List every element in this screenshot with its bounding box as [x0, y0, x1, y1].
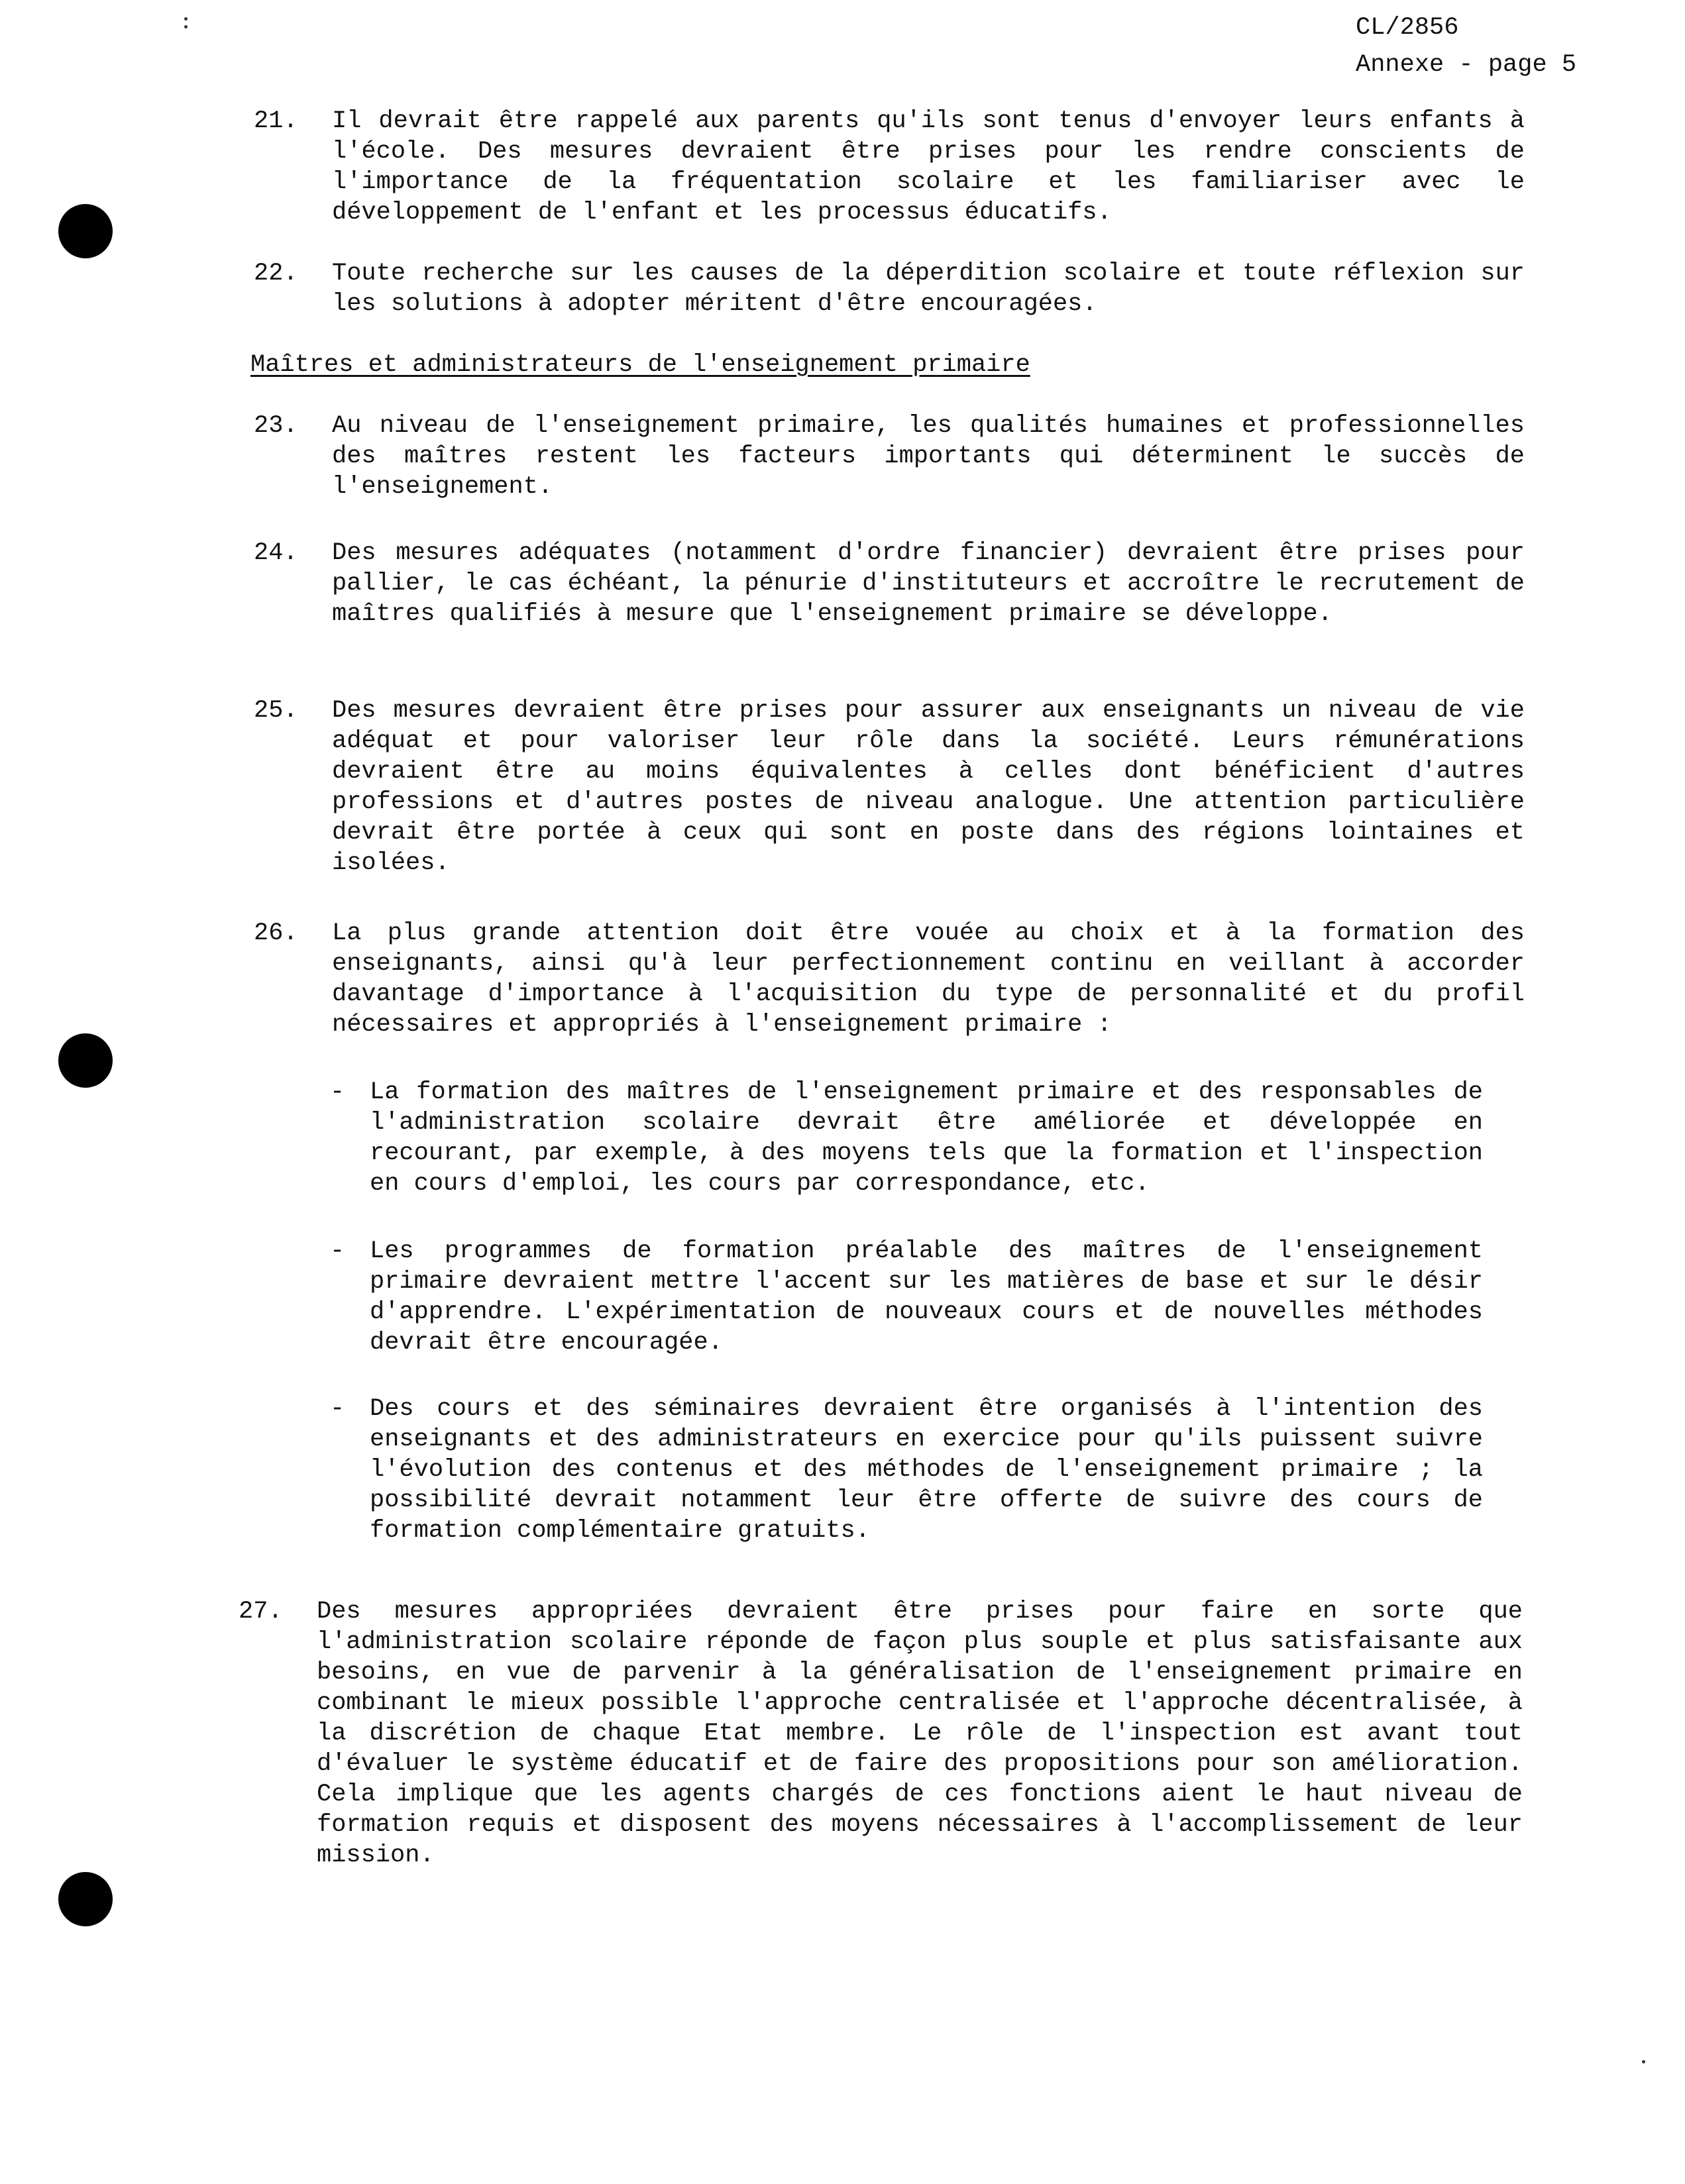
- paragraph-number: 23.: [254, 412, 298, 440]
- bullet-text: Des cours et des séminaires devraient être organisés à l'intention des enseignants et des administrateurs en exercice pour qu'ils puissent suivre l'évolution des contenus et des méthodes de l'enseignement primaire ; la possibilité devrait notamment leur être offerte de suivre des cours de formation complémentaire gratuits.: [370, 1395, 1483, 1545]
- scan-speck: [1642, 2060, 1645, 2063]
- bullet-item: [330, 1236, 1496, 1362]
- paragraph-text: La plus grande attention doit être vouée au choix et à la formation des enseignants, ainsi qu'à leur perfectionnement continu en veillant à accorder davantage d'importance à l'acquisition du type de personnalité et du profil nécessaires et appropriés à l'enseignement primaire :: [332, 919, 1525, 1039]
- punch-hole-bottom: [58, 1872, 113, 1926]
- bullet-dash: -: [330, 1395, 345, 1423]
- bullet-dash: -: [330, 1078, 345, 1106]
- paragraph-24: [254, 538, 1552, 664]
- paragraph-text: Des mesures adéquates (notamment d'ordre financier) devraient être prises pour pallier, le cas échéant, la pénurie d'instituteurs et accroître le recrutement de maîtres qualifiés à mesure que l'enseignement primaire se développe.: [332, 539, 1525, 628]
- scan-speck: [184, 25, 188, 28]
- paragraph-text: Toute recherche sur les causes de la déperdition scolaire et toute réflexion sur les solutions à adopter méritent d'être encouragées.: [332, 260, 1525, 318]
- paragraph-23: [254, 411, 1552, 503]
- punch-hole-middle: [58, 1033, 113, 1088]
- paragraph-27: [239, 1596, 1550, 1908]
- paragraph-text: Des mesures devraient être prises pour assurer aux enseignants un niveau de vie adéquat et pour valoriser leur rôle dans la société. Leurs rémunérations devraient être au moins équivalentes à celles dont bénéficient d'autres professions et d'autres postes de niveau analogue. Une attention particulière devrait être portée à ceux qui sont en poste dans des régions lointaines et isolées.: [332, 697, 1525, 877]
- paragraph-21: [254, 106, 1552, 232]
- bullet-text: Les programmes de formation préalable des maîtres de l'enseignement primaire devraient mettre l'accent sur les matières de base et sur le désir d'apprendre. L'expérimentation de nouveaux cours et de nouvelles méthodes devrait être encouragée.: [370, 1237, 1483, 1357]
- bullet-item: [330, 1077, 1496, 1203]
- document-reference: CL/2856: [1356, 14, 1459, 42]
- paragraph-text: Au niveau de l'enseignement primaire, les qualités humaines et professionnelles des maîtres restent les facteurs importants qui déterminent le succès de l'enseignement.: [332, 412, 1525, 501]
- bullet-dash: -: [330, 1237, 345, 1265]
- paragraph-number: 22.: [254, 260, 298, 287]
- paragraph-number: 27.: [239, 1598, 283, 1626]
- paragraph-number: 24.: [254, 539, 298, 567]
- punch-hole-top: [58, 204, 113, 258]
- paragraph-text: Des mesures appropriées devraient être prises pour faire en sorte que l'administration scolaire réponde de façon plus souple et plus satisfaisante aux besoins, en vue de parvenir à la généralisation de l'enseignement primaire en combinant le mieux possible l'approche centralisée et l'approche décentralisée, à la discrétion de chaque Etat membre. Le rôle de l'inspection est avant tout d'évaluer le système éducatif et de faire des propositions pour son amélioration. Cela implique que les agents chargés de ces fonctions aient le haut niveau de formation requis et disposent des moyens nécessaires à l'accomplissement de leur mission.: [317, 1598, 1523, 1869]
- paragraph-number: 21.: [254, 107, 298, 135]
- scan-speck: [184, 17, 188, 21]
- paragraph-text: Il devrait être rappelé aux parents qu'ils sont tenus d'envoyer leurs enfants à l'école. Des mesures devraient être prises pour les rendre conscients de l'importance de la fréquentation scolaire et les familiariser avec le développement de l'enfant et les processus éducatifs.: [332, 107, 1525, 227]
- paragraph-number: 26.: [254, 919, 298, 947]
- page-header: [1356, 9, 1660, 83]
- bullet-item: [330, 1394, 1496, 1553]
- paragraph-25: [254, 696, 1552, 881]
- page-number: Annexe - page 5: [1356, 51, 1577, 79]
- paragraph-22: [254, 258, 1552, 325]
- bullet-text: La formation des maîtres de l'enseignement primaire et des responsables de l'administration scolaire devrait être améliorée et développée en recourant, par exemple, à des moyens tels que la formation et l'inspection en cours d'emploi, les cours par correspondance, etc.: [370, 1078, 1483, 1198]
- paragraph-number: 25.: [254, 697, 298, 725]
- section-heading: Maîtres et administrateurs de l'enseignement primaire: [250, 351, 1030, 379]
- paragraph-26: [254, 918, 1552, 1044]
